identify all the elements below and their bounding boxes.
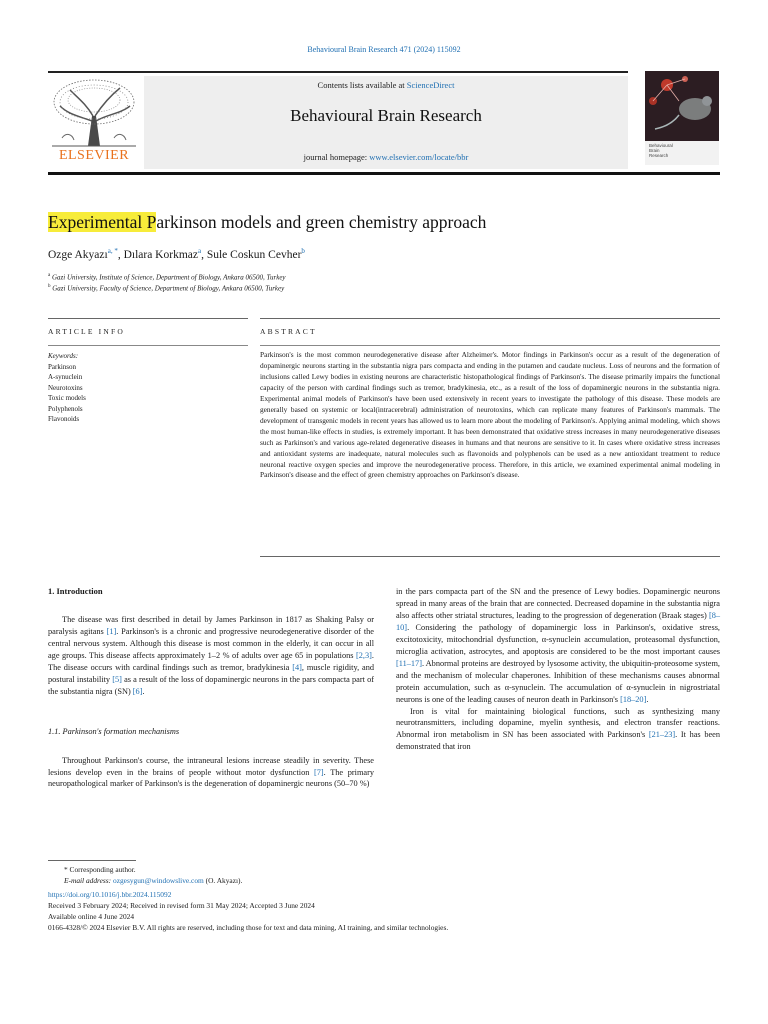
sciencedirect-link[interactable]: ScienceDirect	[406, 80, 455, 90]
body-paragraph	[396, 706, 720, 754]
doi-link[interactable]: https://doi.org/10.1016/j.bbr.2024.115092	[48, 890, 172, 900]
copyright-line: 0166-4328/© 2024 Elsevier B.V. All rights are reserved, including those for text and data mining, AI training, and similar technologies.	[48, 922, 449, 932]
divider	[260, 556, 720, 557]
author-affiliation-marker[interactable]: a, *	[107, 247, 118, 255]
affiliation-marker: b	[48, 284, 51, 289]
paragraph-text: . Abnormal proteins are destroyed by lysosome activity, the ubiquitin-proteosome system, and the mechanism of molecular chaperones. Inhibition of these mechanisms causes abnormal protein accumulation, such as α-synuclein. The accumulation of α-synuclein in nigrostriatal neurons is one of the leading causes of neuron death in Parkinson's	[396, 658, 720, 704]
footnote-rule	[48, 860, 136, 861]
paragraph-text: .	[646, 694, 649, 704]
keyword: Polyphenols	[48, 404, 83, 413]
cover-line: Research	[649, 153, 669, 158]
keyword: Neurotoxins	[48, 383, 83, 392]
email-link[interactable]: ozgesygun@windowslive.com	[113, 875, 204, 885]
homepage-link[interactable]: www.elsevier.com/locate/bbr	[369, 152, 469, 162]
paragraph-text: as a result of the loss of dopaminergic neurons in the pars compacta part of the substantia nigra (SN)	[48, 674, 374, 696]
body-paragraph	[48, 614, 374, 698]
abstract-text: Parkinson's is the most common neurodegenerative disease after Alzheimer's. Motor findings in Parkinson's occur as a result of the degeneration of dopaminergic neurons starting in the substantia nigra pars compacta and ending in the putamen and caudate nucleus. Loss of neurons and the formation of inclusions called Lewy bodies in existing neurons are characteristic histopathological findings of Parkinson's. The disease primarily impairs the functional capacity of the person with cardinal findings such as tremor, bradykinesia, etc., as a result of the loss of dopaminergic neurons in the substantia nigra. Experimental animal models of Parkinson's have been used extensively in recent years to investigate the pathology of this disease. These models are generally based on systemic or local(intracerebral) administration of neurotoxins, which can replicate many features of Parkinson's mammals. The development of transgenic models in recent years has allowed us to learn more about the modeling of Parkinson's. Applying animal modeling, which shows the most human-like effects in studies, is extremely important. It has been demonstrated that oxidative stress increases in many neurodegenerative diseases such as Parkinson's and various age-related degenerative diseases in humans and that neurons are sensitive to it. In cases where oxidative stress increases and antioxidant systems are inadequate, natural molecules such as flavonoids and polyphenols can be used as a new antioxidant treatment to reduce neuronal reactive oxygen species and improve the neurodegenerative process. Therefore, in this article, we examined experimental animal modeling in Parkinson's disease and the effect of green chemistry approaches on Parkinson's disease.	[260, 350, 720, 480]
citation-link[interactable]: [11–17]	[396, 658, 422, 668]
citation-link[interactable]: [2,3]	[356, 650, 372, 660]
divider	[48, 318, 248, 319]
keyword: Flavonoids	[48, 415, 80, 423]
paragraph-text: The disease was first described in detail by James Parkinson in 1817 as Shaking Palsy or paralysis agitans	[48, 614, 374, 636]
author-list: Ozge Akyazı$^{a, *}$, Dılara Korkmaz$^a$, Sule Coskun Cevher$^b$	[48, 247, 305, 261]
email-label: E-mail address:	[64, 875, 113, 885]
author-affiliation-marker[interactable]: b	[301, 247, 305, 255]
citation-link[interactable]: [4]	[292, 662, 302, 672]
paragraph-text: . Parkinson's is a chronic and progressive neurodegenerative disorder of the central nervous system. Although this disease is most common in the elderly, it can occur in all age groups. This disease affects approximately 1–2 % of adults over age 65 in populations	[48, 626, 374, 660]
paragraph-text: . The disease occurs with cardinal findings such as tremor, bradykinesia	[48, 650, 374, 672]
keywords-label: Keywords:	[48, 352, 79, 360]
affiliation-marker: a	[48, 273, 51, 278]
keyword: A-synuclein	[48, 373, 83, 381]
corresponding-author-note: * Corresponding author.	[64, 865, 136, 874]
paragraph-text: .	[142, 686, 145, 696]
body-paragraph	[396, 586, 720, 706]
paragraph-text: . Considering the pathology of dopaminergic loss in Parkinson's, oxidative stress, excitotoxicity, mitochondrial dysfunction, α-synuclein accumulation, proteasomal dysfunction, microglia activation, astrocytes, and apoptosis are considered to be the most important causes	[396, 622, 720, 656]
affiliation	[48, 273, 286, 281]
journal-cover[interactable]	[645, 71, 719, 165]
affiliation	[48, 284, 284, 292]
paragraph-text: . It has been demonstrated that iron	[396, 730, 720, 752]
contents-prefix: Contents lists available at	[317, 80, 407, 90]
citation-link[interactable]: [8–10]	[396, 610, 720, 632]
elsevier-tree-icon	[48, 76, 140, 148]
keyword: Parkinson	[48, 362, 76, 371]
online-date: Available online 4 June 2024	[48, 911, 135, 921]
citation-link[interactable]: [1]	[106, 626, 117, 636]
body-column-left	[48, 586, 374, 790]
title-text: arkinson models and green chemistry approach	[156, 212, 487, 232]
divider	[48, 345, 248, 346]
section-heading: 1. Introduction	[48, 586, 103, 596]
contents-line	[144, 80, 628, 90]
cover-artwork-icon	[645, 71, 719, 141]
paragraph-text: Iron is vital for maintaining biological functions, such as synthesizing many neurotransmitters, including dopamine, myelin synthesis, and electron transfer reactions. Abnormal iron metabolism in SN has been associated with Parkinson's	[396, 706, 720, 740]
elsevier-logo[interactable]	[48, 76, 140, 169]
keywords-list	[48, 351, 86, 425]
abstract-heading: ABSTRACT	[260, 327, 317, 336]
cover-line: Brain	[649, 148, 660, 153]
homepage-line	[144, 152, 628, 162]
author-affiliation-marker[interactable]: a	[197, 247, 202, 255]
received-dates: Received 3 February 2024; Received in revised form 31 May 2024; Accepted 3 June 2024	[48, 901, 315, 911]
email-note	[48, 876, 720, 887]
homepage-prefix: journal homepage:	[303, 152, 370, 162]
email-suffix: (O. Akyazı).	[203, 875, 243, 885]
header-rule	[48, 71, 628, 73]
divider	[260, 318, 720, 319]
author-name[interactable]: Sule Coskun Cevher	[206, 248, 302, 261]
journal-name[interactable]: Behavioural Brain Research	[290, 106, 482, 125]
citation-link[interactable]: [5]	[112, 674, 122, 684]
citation-link[interactable]: [7]	[313, 767, 324, 777]
title-highlighted-text[interactable]: Experimental P	[48, 212, 157, 232]
paragraph-text: in the pars compacta part of the SN and the presence of Lewy bodies. Dopaminergic neurons spread in many areas of the brain that are connected. Decreased dopamine in the substantia nigra also affects other striatal structures, leading to the progression of degeneration (Braak stages)	[396, 587, 720, 620]
citation-link[interactable]: [21–23]	[648, 730, 676, 740]
affiliation-text: Gazi University, Institute of Science, Department of Biology, Ankara 06500, Turkey	[51, 273, 286, 282]
author-name[interactable]: Ozge Akyazı	[48, 248, 108, 261]
paragraph-text: Throughout Parkinson's course, the intraneural lesions increase steadily in severity. These lesions develop even in the brains of people without motor dysfunction	[48, 755, 374, 777]
subsection-heading: 1.1. Parkinson's formation mechanisms	[48, 726, 180, 736]
journal-reference[interactable]: Behavioural Brain Research 471 (2024) 115092	[307, 45, 461, 54]
author-name[interactable]: Dılara Korkmaz	[123, 248, 198, 261]
citation-link[interactable]: [18–20]	[620, 694, 647, 704]
body-column-right	[396, 586, 720, 753]
paragraph-text: , muscle rigidity, and postural instability	[48, 662, 374, 684]
footnotes	[48, 865, 720, 933]
cover-title	[645, 141, 719, 165]
masthead	[48, 76, 628, 169]
cover-line: Behavioural	[649, 143, 673, 148]
divider	[260, 345, 720, 346]
article-title	[48, 212, 486, 233]
affiliation-text: Gazi University, Faculty of Science, Department of Biology, Ankara 06500, Turkey	[52, 284, 285, 293]
publisher-wordmark: ELSEVIER	[58, 148, 130, 163]
citation-link[interactable]: [6]	[132, 686, 143, 696]
masthead-rule	[48, 172, 720, 175]
keyword: Toxic models	[48, 394, 86, 402]
article-info-heading: ARTICLE INFO	[48, 327, 125, 336]
body-paragraph	[48, 755, 374, 791]
journal-banner	[144, 76, 628, 169]
paragraph-text: . The primary neuropathological marker of Parkinson's is the degeneration of dopaminergic neurons (50–70 %)	[48, 767, 374, 789]
